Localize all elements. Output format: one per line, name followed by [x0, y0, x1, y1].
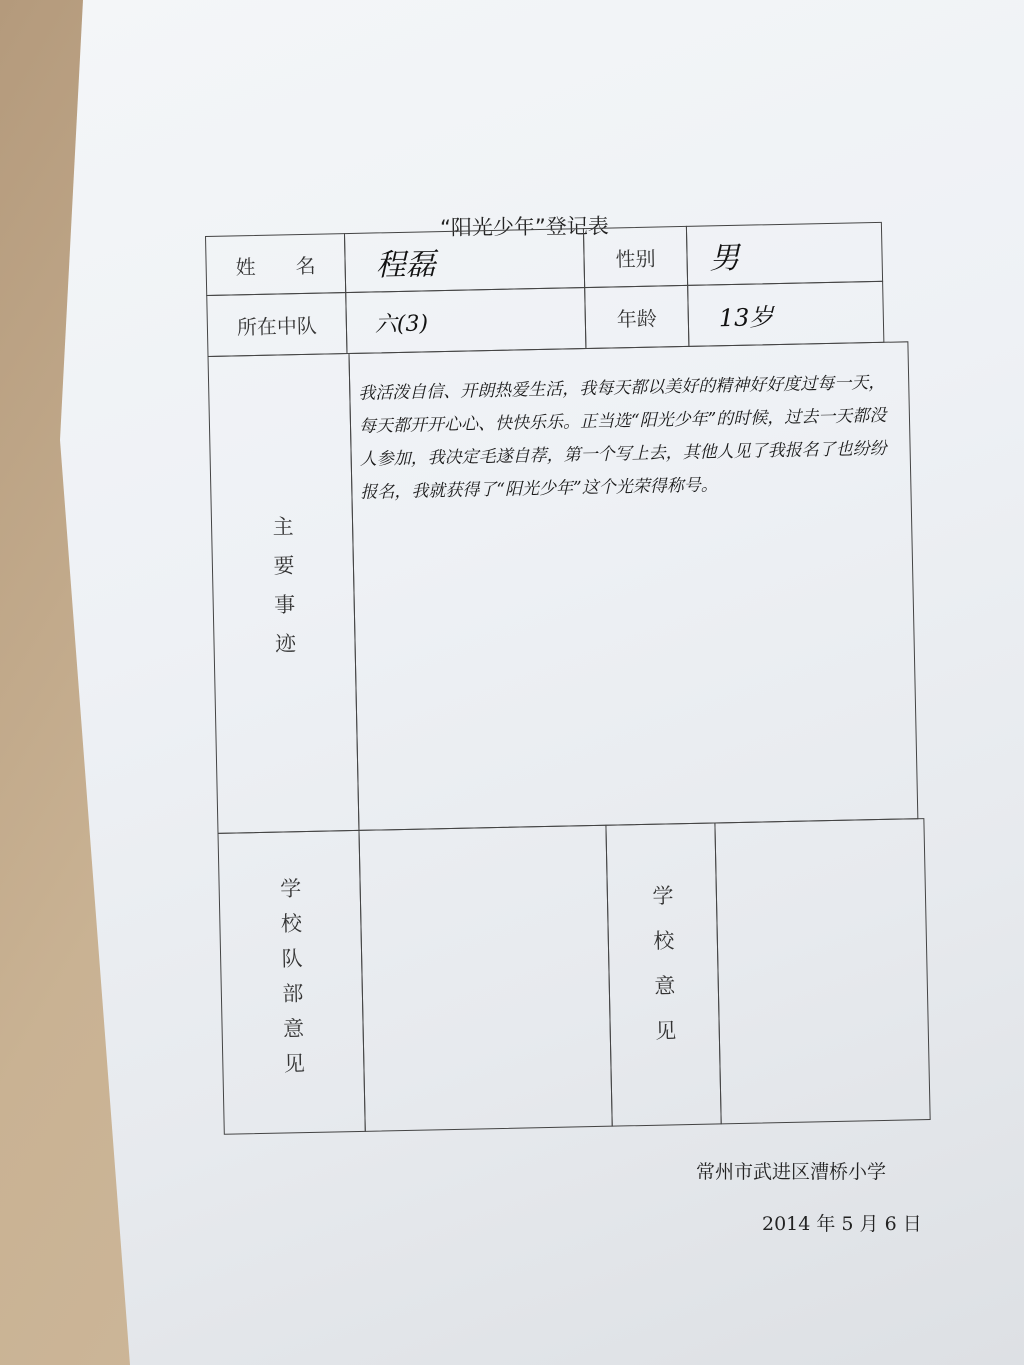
- school-opinion-label-cell: [605, 822, 721, 1126]
- form-title: “阳光少年”登记表: [439, 214, 609, 240]
- name-value: 程磊: [344, 228, 585, 293]
- squad-value: 六(3): [345, 287, 586, 354]
- school-name: 常州市武进区漕桥小学: [696, 1161, 887, 1183]
- team-opinion-label: 学校队部意见: [277, 877, 306, 1088]
- school-opinion-value: [714, 818, 930, 1124]
- gender-value: 男: [686, 222, 883, 286]
- deeds-text: 我活泼自信、开朗热爱生活，我每天都以美好的精神好好度过每一天，每天都开开心心、快快乐乐。正当选“阳光少年”的时候，过去一天都没人参加，我决定毛遂自荐，第一个写上去，其他人见了我报名了也纷纷报名，我就获得了“阳光少年”这个光荣得称号。: [358, 372, 887, 503]
- age-label: 年龄: [584, 285, 689, 349]
- name-label: 姓 名: [205, 233, 346, 296]
- team-opinion-value: [358, 825, 612, 1132]
- registration-form: [205, 221, 929, 1156]
- school-opinion-label: 学校意见: [649, 884, 678, 1065]
- team-opinion-label-cell: [218, 830, 366, 1135]
- gender-label: 性别: [583, 226, 688, 288]
- age-value: 13岁: [687, 281, 884, 347]
- deeds-label-cell: [208, 353, 360, 834]
- squad-label: 所在中队: [206, 292, 347, 357]
- deeds-label: 主要事迹: [269, 515, 298, 672]
- form-date: 2014 年 5 月 6 日: [762, 1213, 922, 1235]
